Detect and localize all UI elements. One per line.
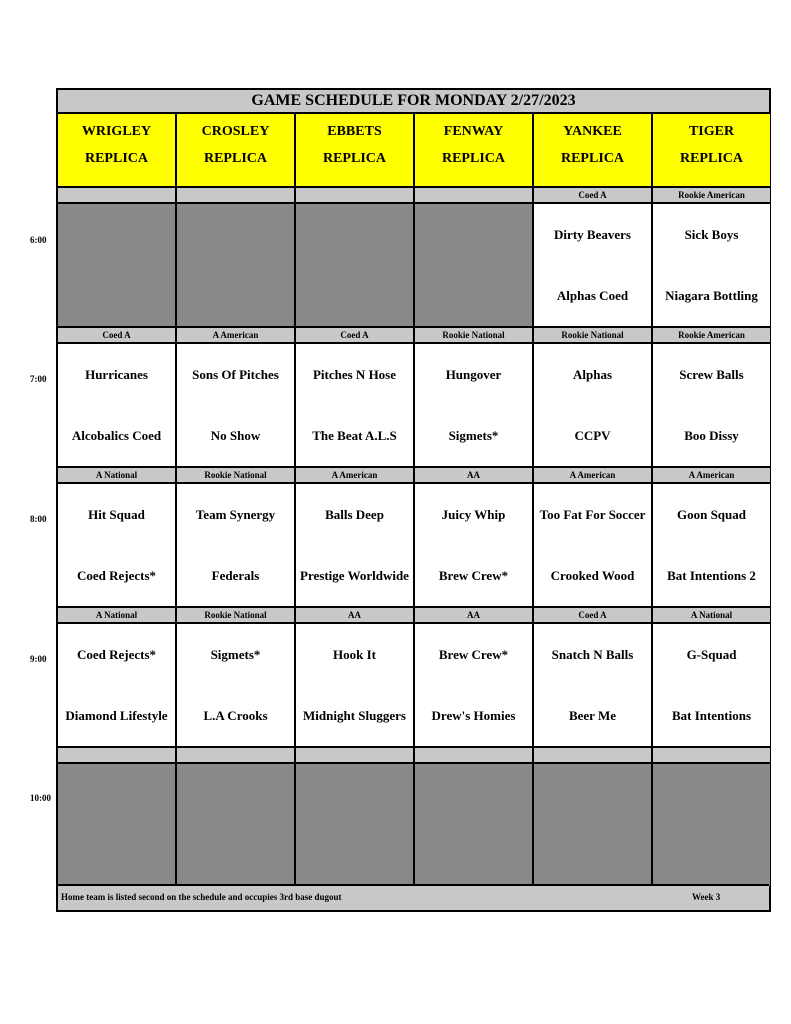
empty-slot	[415, 204, 532, 326]
home-team: Alphas Coed	[556, 287, 629, 303]
home-team: Drew's Homies	[431, 707, 516, 723]
game-cell	[415, 484, 532, 606]
row-divider	[58, 884, 769, 886]
time-label: 8:00	[30, 514, 47, 524]
away-team: Hurricanes	[85, 366, 148, 382]
home-team: Bat Intentions	[671, 707, 752, 723]
away-team: Alphas	[572, 366, 613, 382]
home-team: Boo Dissy	[684, 427, 739, 443]
home-team: Brew Crew*	[438, 567, 509, 583]
division-label	[534, 748, 651, 762]
time-label: 10:00	[30, 793, 51, 803]
away-team: Hungover	[445, 366, 502, 382]
row-divider	[58, 606, 769, 608]
away-team: Balls Deep	[325, 506, 384, 522]
game-cell	[177, 624, 294, 746]
home-team: Beer Me	[568, 707, 617, 723]
division-label: Coed A	[296, 328, 413, 342]
game-cell	[296, 484, 413, 606]
division-label	[296, 748, 413, 762]
division-label: AA	[415, 468, 532, 482]
away-team: Team Synergy	[195, 506, 276, 522]
division-label	[415, 188, 532, 202]
empty-slot	[177, 764, 294, 886]
home-team: L.A Crooks	[203, 707, 268, 723]
week-label: Week 3	[692, 892, 721, 902]
game-cell	[534, 344, 651, 466]
time-label: 7:00	[30, 374, 47, 384]
game-cell	[177, 344, 294, 466]
empty-slot	[296, 204, 413, 326]
field-sub: REPLICA	[560, 151, 624, 166]
home-team: Prestige Worldwide	[300, 567, 409, 583]
field-name: FENWAY	[443, 124, 504, 139]
home-team: The Beat A.L.S	[312, 427, 397, 443]
division-label: Rookie American	[653, 188, 770, 202]
home-team: Diamond Lifestyle	[65, 707, 168, 723]
empty-slot	[653, 764, 770, 886]
row-divider	[58, 482, 769, 484]
home-team: Coed Rejects*	[76, 567, 157, 583]
away-team: Goon Squad	[676, 506, 746, 522]
time-label: 6:00	[30, 235, 47, 245]
field-header-wrigley	[58, 114, 175, 186]
field-sub: REPLICA	[322, 151, 386, 166]
game-cell	[58, 484, 175, 606]
game-cell	[534, 624, 651, 746]
division-label	[58, 188, 175, 202]
column-divider	[651, 114, 653, 886]
time-label: 9:00	[30, 654, 47, 664]
home-team: Sigmets*	[448, 427, 499, 443]
game-cell	[296, 344, 413, 466]
row-divider	[58, 762, 769, 764]
division-label: Rookie National	[534, 328, 651, 342]
division-label	[415, 748, 532, 762]
away-team: Snatch N Balls	[551, 646, 634, 662]
division-label: A American	[534, 468, 651, 482]
time-column	[0, 0, 56, 1024]
field-sub: REPLICA	[441, 151, 505, 166]
home-team: Federals	[211, 567, 260, 583]
division-label: Rookie National	[177, 468, 294, 482]
field-name: EBBETS	[327, 124, 382, 139]
field-name: TIGER	[688, 124, 735, 139]
away-team: Pitches N Hose	[312, 366, 397, 382]
field-header-tiger	[653, 114, 770, 186]
column-divider	[175, 114, 177, 886]
home-team: Niagara Bottling	[665, 287, 758, 303]
division-label: A American	[653, 468, 770, 482]
field-header-crosley	[177, 114, 294, 186]
division-label: AA	[415, 608, 532, 622]
game-cell	[415, 624, 532, 746]
away-team: Juicy Whip	[441, 506, 506, 522]
home-team: No Show	[210, 427, 261, 443]
away-team: Coed Rejects*	[76, 646, 157, 662]
division-label	[58, 748, 175, 762]
column-divider	[532, 114, 534, 886]
away-team: Brew Crew*	[438, 646, 509, 662]
game-cell	[653, 484, 770, 606]
game-cell	[415, 344, 532, 466]
row-divider	[58, 342, 769, 344]
field-header-fenway	[415, 114, 532, 186]
game-cell	[177, 484, 294, 606]
footer-note: Home team is listed second on the schedule and occupies 3rd base dugout	[61, 892, 342, 902]
division-label: A American	[296, 468, 413, 482]
division-label	[653, 748, 770, 762]
division-label	[296, 188, 413, 202]
game-cell	[653, 204, 770, 326]
game-cell	[296, 624, 413, 746]
row-divider	[58, 466, 769, 468]
home-team: Alcobalics Coed	[71, 427, 162, 443]
away-team: Sigmets*	[210, 646, 261, 662]
division-label: A American	[177, 328, 294, 342]
page-title: GAME SCHEDULE FOR MONDAY 2/27/2023	[58, 90, 769, 114]
division-label: A National	[58, 468, 175, 482]
empty-slot	[58, 764, 175, 886]
division-label	[177, 188, 294, 202]
division-label: Rookie National	[415, 328, 532, 342]
home-team: Crooked Wood	[550, 567, 635, 583]
field-sub: REPLICA	[679, 151, 743, 166]
away-team: Too Fat For Soccer	[539, 506, 646, 522]
game-cell	[653, 624, 770, 746]
game-cell	[534, 484, 651, 606]
away-team: Hit Squad	[88, 506, 145, 522]
away-team: Hook It	[333, 646, 376, 662]
field-sub: REPLICA	[203, 151, 267, 166]
game-cell	[653, 344, 770, 466]
empty-slot	[415, 764, 532, 886]
row-divider	[58, 746, 769, 748]
empty-slot	[296, 764, 413, 886]
away-team: Sons Of Pitches	[192, 366, 279, 382]
empty-slot	[534, 764, 651, 886]
schedule-table	[56, 88, 771, 912]
division-label: A National	[653, 608, 770, 622]
away-team: Dirty Beavers	[554, 226, 631, 242]
away-team: G-Squad	[686, 646, 737, 662]
field-header-yankee	[534, 114, 651, 186]
division-label: AA	[296, 608, 413, 622]
division-label: A National	[58, 608, 175, 622]
division-label: Coed A	[534, 188, 651, 202]
game-cell	[58, 344, 175, 466]
away-team: Screw Balls	[679, 366, 744, 382]
field-header-ebbets	[296, 114, 413, 186]
away-team: Sick Boys	[684, 226, 739, 242]
field-name: YANKEE	[563, 124, 622, 139]
row-divider	[58, 202, 769, 204]
game-cell	[58, 624, 175, 746]
game-cell	[534, 204, 651, 326]
row-divider	[58, 326, 769, 328]
row-divider	[58, 622, 769, 624]
empty-slot	[58, 204, 175, 326]
division-label	[177, 748, 294, 762]
field-name: CROSLEY	[201, 124, 270, 139]
division-label: Coed A	[534, 608, 651, 622]
field-name: WRIGLEY	[81, 124, 152, 139]
empty-slot	[177, 204, 294, 326]
division-label: Rookie National	[177, 608, 294, 622]
row-divider	[58, 186, 769, 188]
division-label: Rookie American	[653, 328, 770, 342]
home-team: Midnight Sluggers	[303, 707, 406, 723]
home-team: Bat Intentions 2	[667, 567, 756, 583]
field-sub: REPLICA	[84, 151, 148, 166]
column-divider	[413, 114, 415, 886]
division-label: Coed A	[58, 328, 175, 342]
home-team: CCPV	[574, 427, 611, 443]
column-divider	[294, 114, 296, 886]
footer	[58, 886, 769, 910]
